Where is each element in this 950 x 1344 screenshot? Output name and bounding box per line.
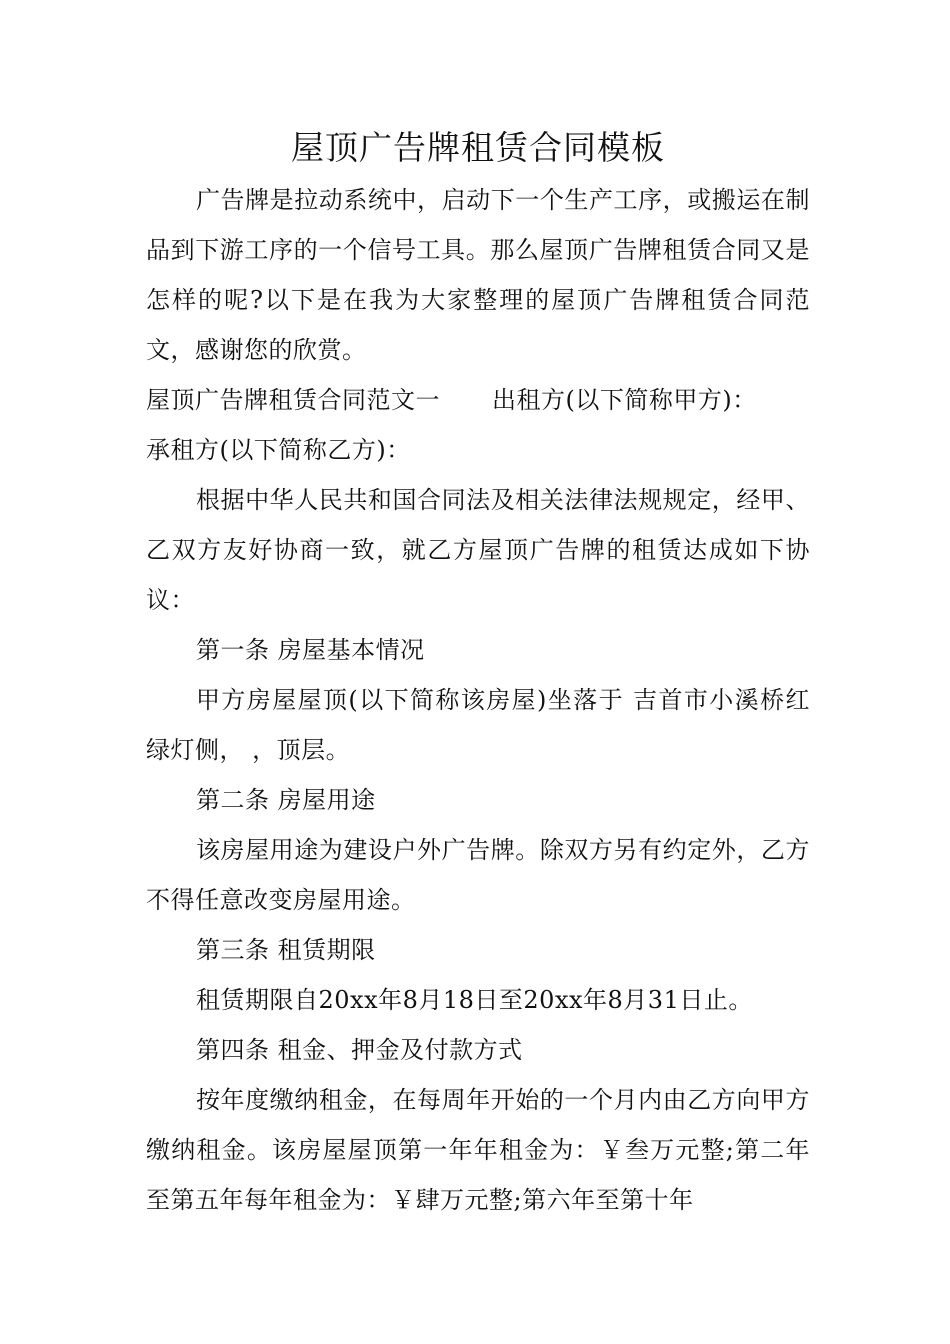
article-4-heading: 第四条 租金、押金及付款方式 (196, 1036, 523, 1064)
parties-line (146, 375, 810, 475)
section-title: 屋顶广告牌租赁合同范文一 (146, 386, 440, 414)
article-1-text: 甲方房屋屋顶(以下简称该房屋)坐落于 吉首市小溪桥红绿灯侧， ，顶层。 (146, 686, 810, 764)
article-3-text: 租赁期限自20xx年8月18日至20xx年8月31日止。 (196, 986, 753, 1014)
document-title: 屋顶广告牌租赁合同模板 (291, 128, 665, 167)
lessee-label: 承租方(以下简称乙方)： (146, 436, 411, 464)
article-3-heading: 第三条 租赁期限 (196, 936, 376, 964)
lessor-label: 出租方(以下简称甲方)： (492, 386, 757, 414)
preamble-paragraph: 根据中华人民共和国合同法及相关法律法规规定，经甲、乙双方友好协商一致，就乙方屋顶广告牌的租赁达成如下协议： (146, 486, 810, 614)
document-body (146, 175, 810, 1225)
article-2-heading: 第二条 房屋用途 (196, 786, 376, 814)
intro-paragraph: 广告牌是拉动系统中，启动下一个生产工序，或搬运在制品到下游工序的一个信号工具。那么屋顶广告牌租赁合同又是怎样的呢?以下是在我为大家整理的屋顶广告牌租赁合同范文，感谢您的欣赏。 (146, 186, 810, 364)
article-2-text: 该房屋用途为建设户外广告牌。除双方另有约定外，乙方不得任意改变房屋用途。 (146, 836, 810, 914)
article-4-text: 按年度缴纳租金，在每周年开始的一个月内由乙方向甲方缴纳租金。该房屋屋顶第一年年租金为：￥叁万元整;第二年至第五年每年租金为：￥肆万元整;第六年至第十年 (146, 1086, 810, 1214)
article-1-heading: 第一条 房屋基本情况 (196, 636, 425, 664)
